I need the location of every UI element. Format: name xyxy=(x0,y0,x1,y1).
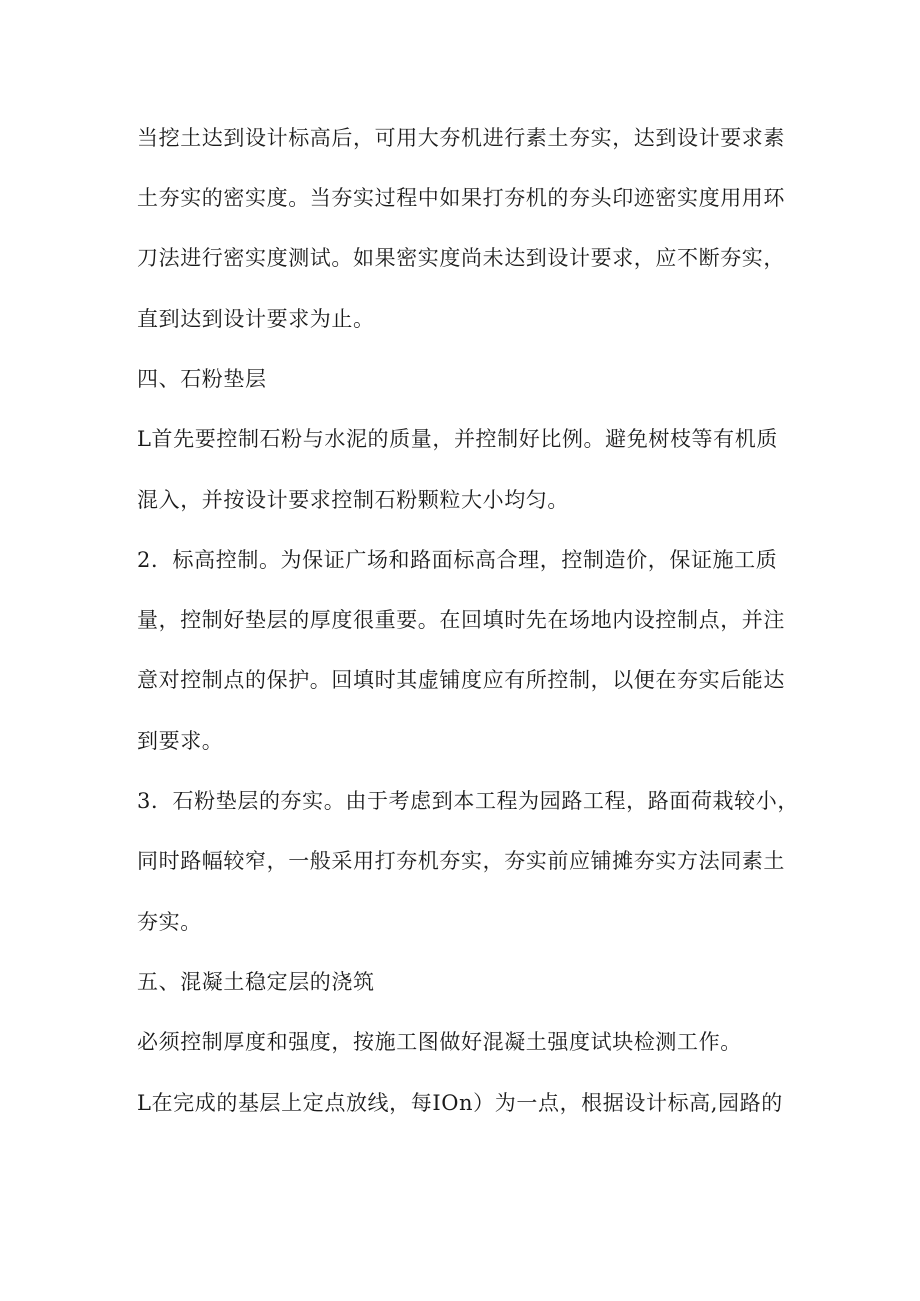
paragraph-line: 混入，并按设计要求控制石粉颗粒大小均匀。 xyxy=(137,488,569,512)
paragraph-line: 必须控制厚度和强度，按施工图做好混凝土强度试块检测工作。 xyxy=(137,1030,742,1054)
section-heading: 四、石粉垫层 xyxy=(137,367,267,391)
section-heading: 五、混凝土稳定层的浇筑 xyxy=(137,970,375,994)
paragraph-line: L在完成的基层上定点放线，每IOn）为一点，根据设计标高,园路的 xyxy=(137,1091,783,1115)
paragraph-line: 到要求。 xyxy=(137,729,224,753)
paragraph-line: 意对控制点的保护。回填时其虚铺度应有所控制，以便在夯实后能达 xyxy=(137,668,785,692)
paragraph-line: 夯实。 xyxy=(137,910,202,934)
paragraph-line: 3．石粉垫层的夯实。由于考虑到本工程为园路工程，路面荷栽较小， xyxy=(137,789,799,813)
paragraph-line: 当挖土达到设计标高后，可用大夯机进行素土夯实，达到设计要求素 xyxy=(137,126,785,150)
paragraph-line: 土夯实的密实度。当夯实过程中如果打夯机的夯头印迹密实度用用环 xyxy=(137,186,785,210)
paragraph-line: 同时路幅较窄，一般采用打夯机夯实，夯实前应铺摊夯实方法同素土 xyxy=(137,849,785,873)
paragraph-line: L首先要控制石粉与水泥的质量，并控制好比例。避免树枝等有机质 xyxy=(137,427,778,451)
paragraph-line: 量，控制好垫层的厚度很重要。在回填时先在场地内设控制点，并注 xyxy=(137,608,785,632)
paragraph-line: 直到达到设计要求为止。 xyxy=(137,307,375,331)
paragraph-line: 刀法进行密实度测试。如果密实度尚未达到设计要求，应不断夯实， xyxy=(137,246,785,270)
paragraph-line: 2．标高控制。为保证广场和路面标高合理，控制造价，保证施工质 xyxy=(137,548,778,572)
